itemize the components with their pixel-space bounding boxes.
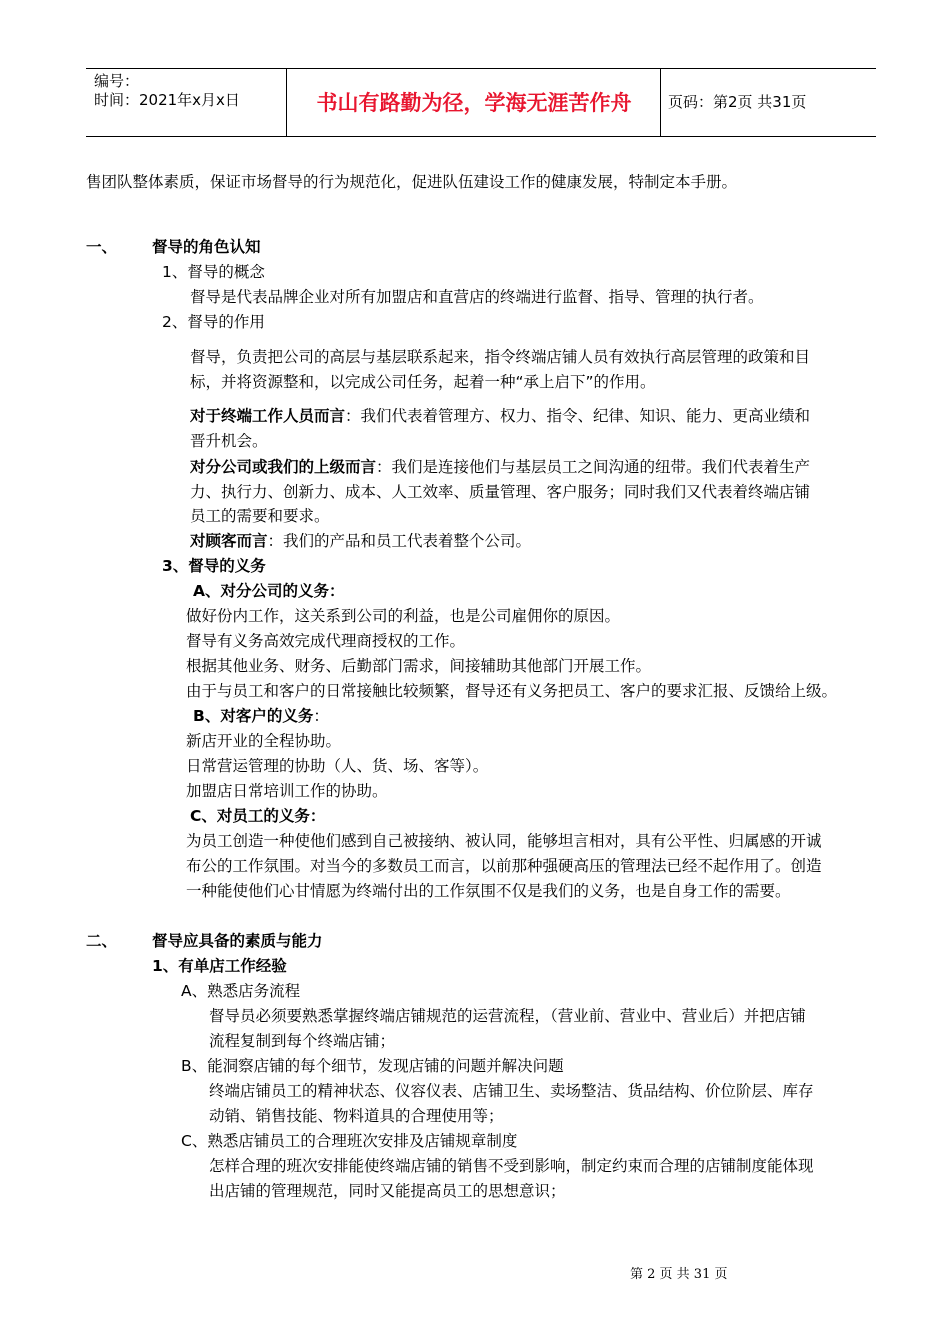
page-header [86, 68, 876, 137]
sec2-a-line-2: 流程复制到每个终端店铺； [209, 1032, 396, 1050]
sec1-sub2-p3-line1 [190, 456, 810, 478]
sec1-sub2-p2-text: ：我们代表着管理方、权力、指令、纪律、知识、能力、更高业绩和 [345, 407, 811, 425]
section-2-title: 督导应具备的素质与能力 [152, 932, 323, 950]
sec2-a-title: A、熟悉店务流程 [181, 982, 301, 1000]
duty-a-item-2: 督导有义务高效完成代理商授权的工作。 [186, 632, 466, 650]
sec1-sub2-title: 2、督导的作用 [162, 313, 265, 331]
sec2-c-line-2: 出店铺的管理规范，同时又能提高员工的思想意识； [209, 1182, 566, 1200]
duty-c-line-2: 布公的工作氛围。对当今的多数员工而言，以前那种强硬高压的管理法已经不起作用了。创造 [186, 857, 822, 875]
duty-c-line-3: 一种能使他们心甘情愿为终端付出的工作氛围不仅是我们的义务，也是自身工作的需要。 [186, 882, 791, 900]
duty-c-title: C、对员工的义务： [190, 807, 326, 825]
duty-a-item-4: 由于与员工和客户的日常接触比较频繁，督导还有义务把员工、客户的要求汇报、反馈给上级。 [186, 682, 838, 700]
page-footer: 第 2 页 共 31 页 [630, 1267, 728, 1282]
sec1-sub2-p3-bold: 对分公司或我们的上级而言 [190, 458, 377, 476]
duty-a-title: A、对分公司的义务： [193, 582, 345, 600]
sec2-c-line-1: 怎样合理的班次安排能使终端店铺的销售不受到影响，制定约束而合理的店铺制度能体现 [209, 1157, 814, 1175]
sec1-sub2-p4-bold: 对顾客而言 [190, 532, 268, 550]
section-1-title: 督导的角色认知 [152, 238, 261, 256]
sec1-sub1-title: 1、督导的概念 [162, 263, 265, 281]
sec1-sub2-p2-line1 [190, 405, 810, 427]
sec1-sub2-p4-text: ：我们的产品和员工代表着整个公司。 [267, 532, 532, 550]
sec1-sub2-p2-bold: 对于终端工作人员而言 [190, 407, 346, 425]
header-meta [94, 72, 240, 110]
header-motto: 书山有路勤为径，学海无涯苦作舟 [316, 90, 632, 115]
sec2-b-line-2: 动销、销售技能、物料道具的合理使用等； [209, 1107, 504, 1125]
duty-b-title-line [193, 705, 329, 727]
duty-b-item-3: 加盟店日常培训工作的协助。 [186, 782, 388, 800]
header-time: 时间：2021年x月x日 [94, 91, 240, 109]
sec1-sub2-p1-line1: 督导，负责把公司的高层与基层联系起来，指令终端店铺人员有效执行高层管理的政策和目 [190, 348, 811, 366]
header-number: 编号： [94, 72, 140, 90]
sec1-sub1-text: 督导是代表品牌企业对所有加盟店和直营店的终端进行监督、指导、管理的执行者。 [190, 288, 764, 306]
section-2-number: 二、 [86, 932, 118, 950]
duty-c-line-1: 为员工创造一种使他们感到自己被接纳、被认同，能够坦言相对，具有公平性、归属感的开诚 [186, 832, 822, 850]
sec2-c-title: C、熟悉店铺员工的合理班次安排及店铺规章制度 [181, 1132, 518, 1150]
duty-b-item-1: 新店开业的全程协助。 [186, 732, 342, 750]
sec2-b-line-1: 终端店铺员工的精神状态、仪容仪表、店铺卫生、卖场整洁、货品结构、价位阶层、库存 [209, 1082, 814, 1100]
sec1-sub2-p3-line3: 员工的需要和要求。 [190, 507, 330, 525]
sec1-sub2-p1-line2: 标，并将资源整和，以完成公司任务，起着一种“承上启下”的作用。 [190, 373, 656, 391]
section-1-number: 一、 [86, 238, 118, 256]
sec1-sub2-p3-line2: 力、执行力、创新力、成本、人工效率、质量管理、客户服务；同时我们又代表着终端店铺 [190, 483, 811, 501]
duty-b-colon: ： [313, 707, 329, 725]
sec2-b-title: B、能洞察店铺的每个细节，发现店铺的问题并解决问题 [181, 1057, 564, 1075]
sec1-sub2-p2-line2: 晋升机会。 [190, 432, 268, 450]
duty-a-item-1: 做好份内工作，这关系到公司的利益，也是公司雇佣你的原因。 [186, 607, 621, 625]
intro-paragraph: 售团队整体素质，保证市场督导的行为规范化，促进队伍建设工作的健康发展，特制定本手册。 [86, 173, 738, 191]
sec1-sub2-p3-text: ：我们是连接他们与基层员工之间沟通的纽带。我们代表着生产 [376, 458, 811, 476]
duty-a-item-3: 根据其他业务、财务、后勤部门需求，间接辅助其他部门开展工作。 [186, 657, 652, 675]
sec1-sub2-p4-line1 [190, 530, 531, 552]
header-divider-left [286, 69, 287, 136]
duty-b-title: B、对客户的义务 [193, 707, 314, 725]
duty-b-item-2: 日常营运管理的协助（人、货、场、客等）。 [186, 757, 489, 775]
sec2-sub1-title: 1、有单店工作经验 [152, 957, 287, 975]
header-divider-right [660, 69, 661, 136]
header-page-info: 页码：第2页 共31页 [668, 93, 807, 111]
sec1-sub3-title: 3、督导的义务 [162, 557, 266, 575]
sec2-a-line-1: 督导员必须要熟悉掌握终端店铺规范的运营流程，（营业前、营业中、营业后）并把店铺 [209, 1007, 806, 1025]
